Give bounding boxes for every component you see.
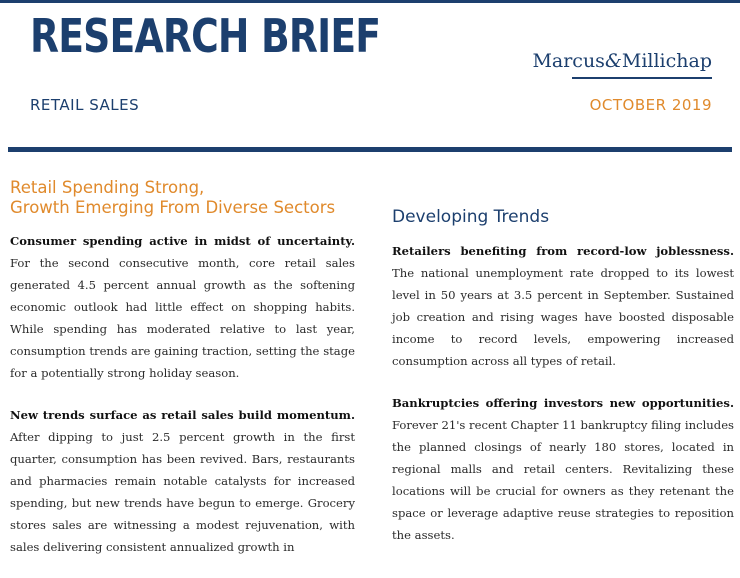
logo-ampersand: & [604, 50, 622, 72]
header-divider [8, 147, 732, 152]
paragraph-body: For the second consecutive month, core retail sales generated 4.5 percent annual growth as the softening economic outlook had little effect on shopping habits. While spending has moderated relative to last year, consumption trends are gaining traction, setting the stage for a potentially strong holiday season. [10, 256, 355, 380]
issue-date: OCTOBER 2019 [589, 96, 712, 114]
left-column [10, 178, 355, 578]
logo-name-first: Marcus [532, 50, 605, 72]
section-label: RETAIL SALES [30, 96, 140, 114]
paragraph-lead: Bankruptcies offering investors new opportunities. [392, 396, 734, 410]
paragraph-joblessness [392, 240, 734, 372]
paragraph-bankruptcies [392, 392, 734, 546]
section-heading-developing-trends: Developing Trends [392, 207, 550, 227]
page-header [0, 0, 740, 150]
logo-name-second: Millichap [621, 50, 712, 72]
paragraph-consumer-spending [10, 230, 355, 384]
publication-title: RESEARCH BRIEF [30, 9, 381, 63]
article-headline [10, 178, 355, 218]
paragraph-lead: New trends surface as retail sales build momentum. [10, 408, 355, 422]
paragraph-body: After dipping to just 2.5 percent growth in the first quarter, consumption has been revived. Bars, restaurants and pharmacies remain notable catalysts for increased spending, but new trends have begun to emerge. Grocery stores sales are witnessing a modest rejuvenation, with sales delivering consistent annualized growth in [10, 430, 355, 554]
right-column [392, 206, 734, 566]
headline-line-2: Growth Emerging From Diverse Sectors [10, 198, 336, 217]
paragraph-new-trends [10, 404, 355, 558]
logo-underline [572, 77, 712, 79]
paragraph-lead: Consumer spending active in midst of uncertainty. [10, 234, 355, 248]
company-logo[interactable] [532, 50, 712, 72]
paragraph-body: Forever 21's recent Chapter 11 bankruptcy filing includes the planned closings of nearly 180 stores, located in regional malls and retail centers. Revitalizing these locations will be crucial for owners as they retenant the space or leverage adaptive reuse strategies to reposition the assets. [392, 418, 734, 542]
paragraph-body: The national unemployment rate dropped to its lowest level in 50 years at 3.5 percent in September. Sustained job creation and rising wages have boosted disposable income to record levels, empowering increased consumption across all types of retail. [392, 266, 734, 368]
paragraph-lead: Retailers benefiting from record-low joblessness. [392, 244, 734, 258]
top-rule [0, 0, 740, 3]
headline-line-1: Retail Spending Strong, [10, 178, 205, 197]
